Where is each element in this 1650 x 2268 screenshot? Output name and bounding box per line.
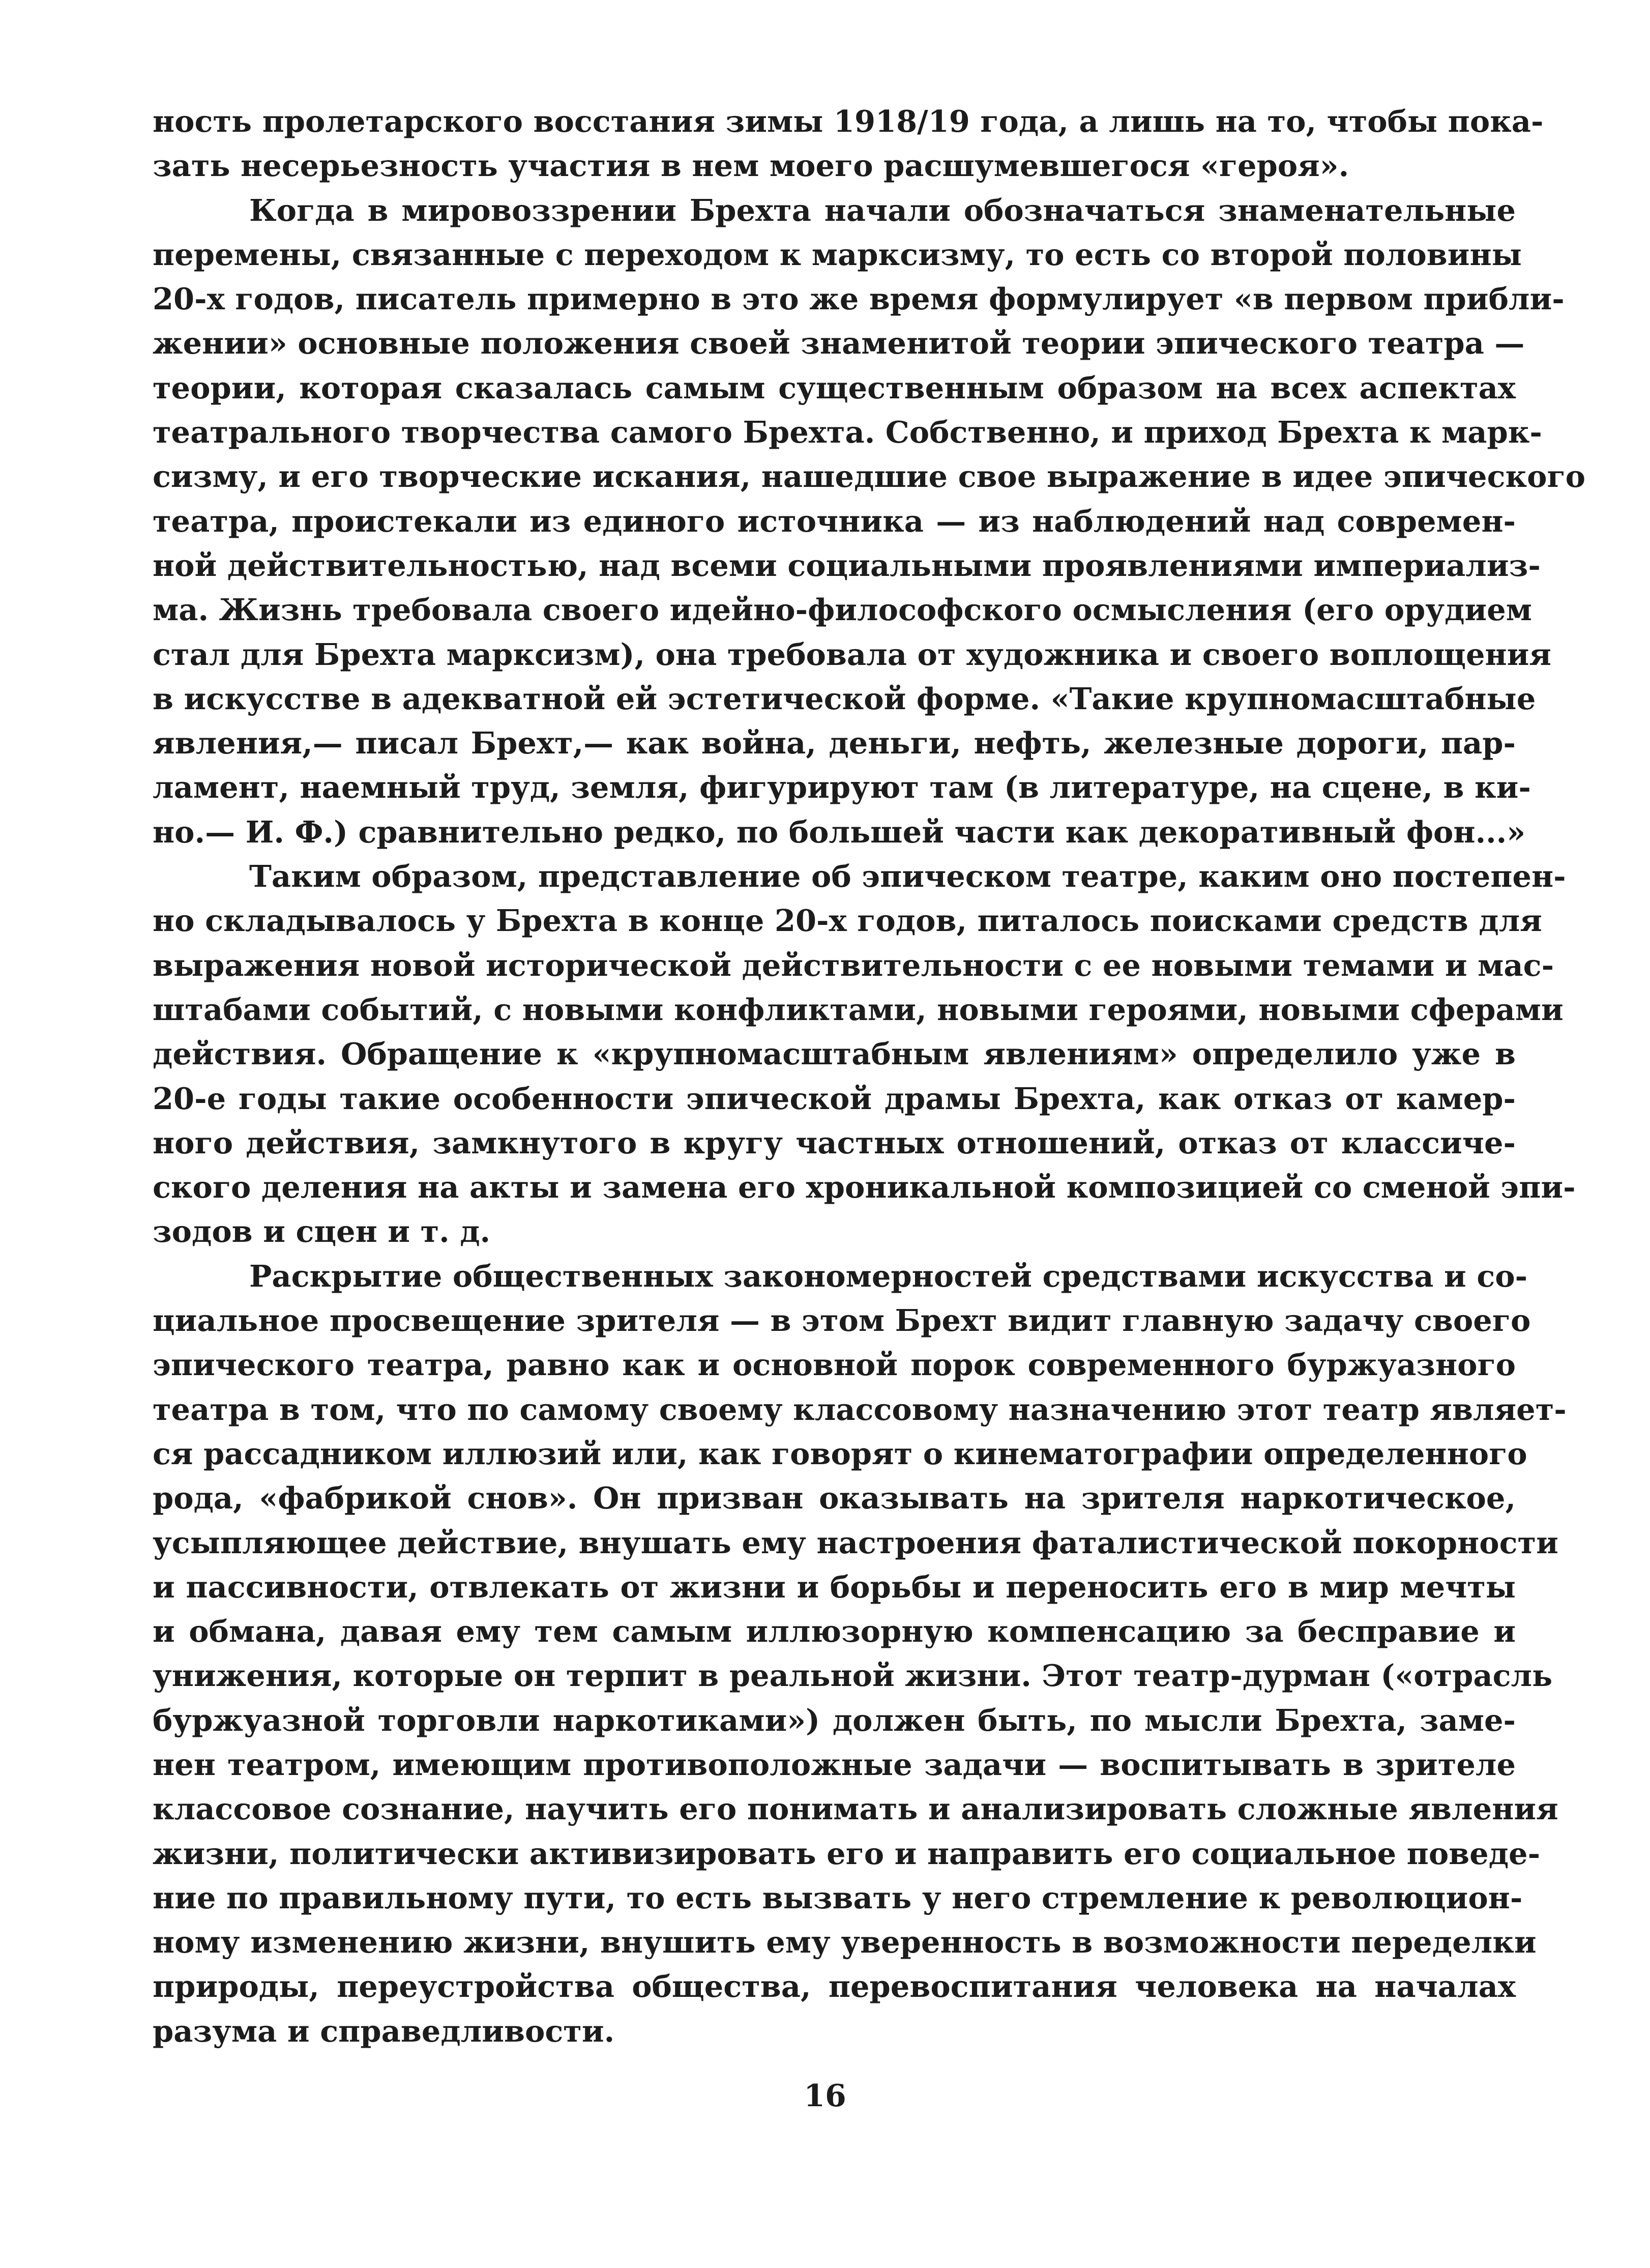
text-line: ского деления на акты и замена его хроникальной композицией со сменой эпи- (153, 1170, 1576, 1205)
text-line: зать несерьезность участия в нем моего расшумевшегося «героя». (153, 148, 1349, 184)
text-line: зодов и сцен и т. д. (153, 1214, 491, 1249)
text-line: ному изменению жизни, внушить ему уверенность в возможности переделки (153, 1925, 1537, 1960)
text-line: в искусстве в адекватной ей эстетической форме. «Такие крупномасштабные (153, 681, 1536, 716)
text-line: но.— И. Ф.) сравнительно редко, по большей части как декоративный фон...» (153, 814, 1526, 850)
text-line: 20-е годы такие особенности эпической драмы Брехта, как отказ от камер- (153, 1081, 1516, 1116)
text-line: но складывалось у Брехта в конце 20-х годов, питалось поисками средств для (153, 903, 1542, 939)
text-line: жении» основные положения своей знаменитой теории эпического театра — (153, 326, 1525, 361)
text-line: нен театром, имеющим противоположные задачи — воспитывать в зрителе (153, 1747, 1516, 1782)
text-line: природы, переустройства общества, перевоспитания человека на началах (153, 1969, 1516, 2004)
text-line: унижения, которые он терпит в реальной жизни. Этот театр-дурман («отрасль (153, 1658, 1553, 1694)
text-line: буржуазной торговли наркотиками») должен быть, по мысли Брехта, заме- (153, 1702, 1516, 1738)
paragraph-start-line: Таким образом, представление об эпическом театре, каким оно постепен- (249, 859, 1566, 894)
text-line: рода, «фабрикой снов». Он призван оказывать на зрителя наркотическое, (153, 1480, 1516, 1516)
text-line: эпического театра, равно как и основной порок современного буржуазного (153, 1347, 1516, 1383)
paragraph-start-line: Раскрытие общественных закономерностей средствами искусства и со- (249, 1258, 1528, 1294)
text-line: ма. Жизнь требовала своего идейно-философского осмысления (его орудием (153, 592, 1532, 628)
text-line: ной действительностью, над всеми социальными проявлениями империализ- (153, 547, 1541, 583)
text-line: выражения новой исторической действительности с ее новыми темами и мас- (153, 947, 1554, 983)
document-body (153, 99, 1585, 2053)
text-line: действия. Обращение к «крупномасштабным явлениям» определило уже в (153, 1036, 1516, 1072)
text-line: ламент, наемный труд, земля, фигурируют там (в литературе, на сцене, в ки- (153, 770, 1531, 805)
text-line: классовое сознание, научить его понимать и анализировать сложные явления (153, 1791, 1558, 1827)
text-line: ного действия, замкнутого в кругу частных отношений, отказ от классиче- (153, 1125, 1516, 1160)
text-line: перемены, связанные с переходом к марксизму, то есть со второй половины (153, 237, 1522, 272)
text-line: стал для Брехта марксизм), она требовала от художника и своего воплощения (153, 636, 1552, 672)
text-line: явления,— писал Брехт,— как война, деньги, нефть, железные дороги, пар- (153, 725, 1516, 761)
text-line: театра, проистекали из единого источника — из наблюдений над современ- (153, 503, 1516, 539)
paragraph-start-line: Когда в мировоззрении Брехта начали обозначаться знаменательные (249, 192, 1516, 228)
text-line: ся рассадником иллюзий или, как говорят о кинематографии определенного (153, 1436, 1527, 1471)
text-line: штабами событий, с новыми конфликтами, новыми героями, новыми сферами (153, 992, 1564, 1027)
text-line: жизни, политически активизировать его и направить его социальное поведе- (153, 1836, 1541, 1871)
text-line: и пассивности, отвлекать от жизни и борьбы и переносить его в мир мечты (153, 1569, 1516, 1605)
text-line: циальное просвещение зрителя — в этом Брехт видит главную задачу своего (153, 1303, 1531, 1339)
text-line: 20-х годов, писатель примерно в это же время формулирует «в первом прибли- (153, 281, 1565, 317)
text-line: театра в том, что по самому своему классовому назначению этот театр являет- (153, 1391, 1567, 1427)
text-line: сизму, и его творческие искания, нашедшие свое выражение в идее эпического (153, 459, 1585, 495)
text-line: теории, которая сказалась самым существенным образом на всех аспектах (153, 370, 1516, 405)
text-line: усыпляющее действие, внушать ему настроения фаталистической покорности (153, 1525, 1558, 1560)
text-line: ность пролетарского восстания зимы 1918/19 года, а лишь на то, чтобы пока- (153, 104, 1544, 139)
text-line: и обмана, давая ему тем самым иллюзорную компенсацию за бесправие и (153, 1614, 1516, 1649)
text-line: ние по правильному пути, то есть вызвать у него стремление к революцион- (153, 1880, 1523, 1915)
text-line: театрального творчества самого Брехта. Собственно, и приход Брехта к марк- (153, 415, 1542, 450)
page-number: 16 (804, 2078, 846, 2114)
text-line: разума и справедливости. (153, 2013, 615, 2049)
